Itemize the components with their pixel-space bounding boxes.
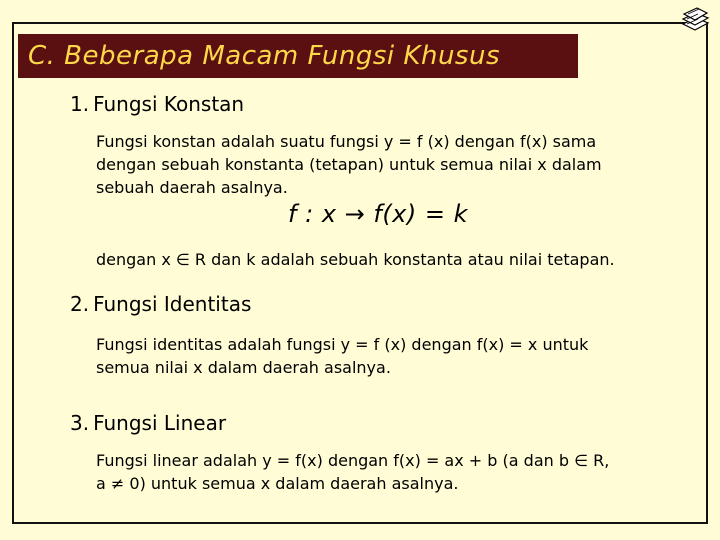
section-heading-linear [70, 411, 226, 435]
description-line: a ≠ 0) untuk semua x dalam daerah asalnya. [96, 474, 459, 493]
description-line: sebuah daerah asalnya. [96, 178, 288, 197]
description-line: Fungsi linear adalah y = f(x) dengan f(x) = ax + b (a dan b ∈ R, [96, 451, 610, 470]
description-line: dengan sebuah konstanta (tetapan) untuk semua nilai x dalam [96, 155, 602, 174]
section-description-konstan [96, 130, 602, 199]
section-number: 2. [70, 292, 90, 316]
section-heading-identitas [70, 292, 251, 316]
section-title: Fungsi Linear [93, 411, 227, 435]
section-number: 1. [70, 92, 90, 116]
section-description-identitas [96, 333, 588, 379]
description-line: Fungsi konstan adalah suatu fungsi y = f (x) dengan f(x) sama [96, 132, 597, 151]
section-heading-konstan [70, 92, 244, 116]
description-line: semua nilai x dalam daerah asalnya. [96, 358, 391, 377]
section-number: 3. [70, 411, 90, 435]
title-bar [18, 34, 578, 78]
section-title: Fungsi Konstan [93, 92, 245, 116]
constant-function-formula: f : x → f(x) = k [288, 200, 469, 228]
section-description-linear [96, 449, 609, 495]
stacked-books-icon [680, 4, 710, 34]
constant-note: dengan x ∈ R dan k adalah sebuah konstanta atau nilai tetapan. [96, 250, 615, 269]
section-title: Fungsi Identitas [93, 292, 252, 316]
page-title: C. Beberapa Macam Fungsi Khusus [28, 41, 500, 71]
description-line: Fungsi identitas adalah fungsi y = f (x) dengan f(x) = x untuk [96, 335, 589, 354]
